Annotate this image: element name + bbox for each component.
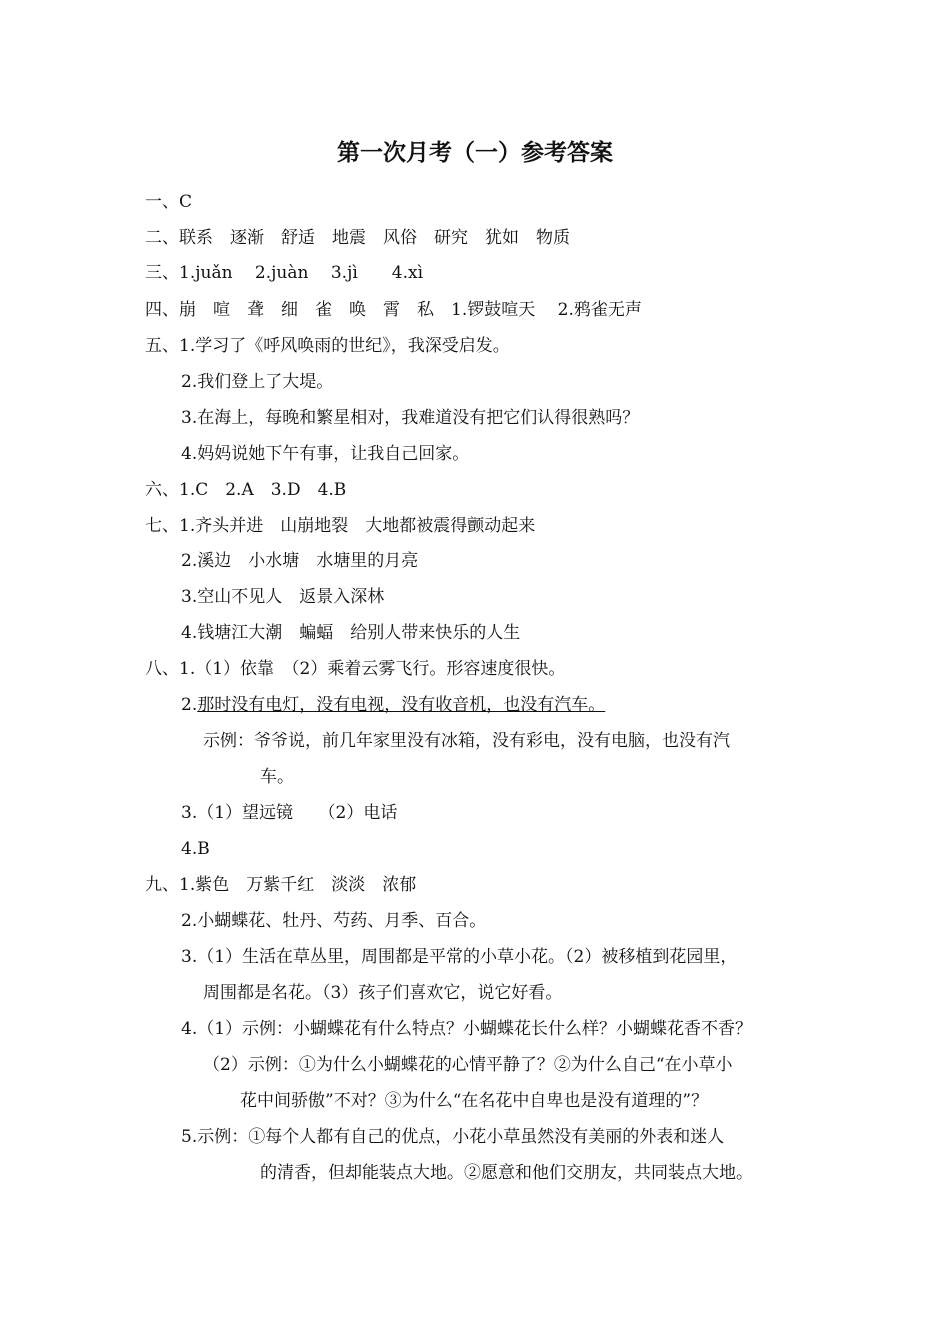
answer-line-8: 八、1.（1）依靠 （2）乘着云雾飞行。形容速度很快。 <box>145 659 566 679</box>
answer-line-8-2-example: 示例：爷爷说，前几年家里没有冰箱，没有彩电，没有电脑，也没有汽 <box>203 731 730 751</box>
answer-line-5-2: 2.我们登上了大堤。 <box>181 372 334 392</box>
answer-line-2: 二、联系 逐渐 舒适 地震 风俗 研究 犹如 物质 <box>145 228 570 248</box>
answer-line-5-3: 3.在海上，每晚和繁星相对，我难道没有把它们认得很熟吗？ <box>181 408 640 428</box>
page-title: 第一次月考（一）参考答案 <box>337 140 613 166</box>
answer-line-9-3: 3.（1）生活在草丛里，周围都是平常的小草小花。（2）被移植到花园里， <box>181 947 738 967</box>
answer-line-6: 六、1.C 2.A 3.D 4.B <box>145 480 347 500</box>
answer-line-5: 五、1.学习了《呼风唤雨的世纪》，我深受启发。 <box>145 336 510 356</box>
answer-line-7-2: 2.溪边 小水塘 水塘里的月亮 <box>181 551 419 571</box>
answer-line-7-4: 4.钱塘江大潮 蝙蝠 给别人带来快乐的人生 <box>181 623 521 643</box>
answer-line-8-2 <box>181 693 605 717</box>
answer-number: 2. <box>181 695 198 715</box>
answer-line-9-5-cont: 的清香，但却能装点大地。②愿意和他们交朋友，共同装点大地。 <box>260 1163 753 1183</box>
answer-line-1: 一、C <box>145 192 193 212</box>
answer-line-7: 七、1.齐头并进 山崩地裂 大地都被震得颤动起来 <box>145 516 536 536</box>
answer-line-9-4: 4.（1）示例：小蝴蝶花有什么特点？小蝴蝶花长什么样？小蝴蝶花香不香？ <box>181 1019 753 1039</box>
answer-line-8-4: 4.B <box>181 839 210 859</box>
answer-line-8-3: 3.（1）望远镜 （2）电话 <box>181 803 398 823</box>
answer-line-9-5: 5.示例：①每个人都有自己的优点，小花小草虽然没有美丽的外表和迷人 <box>181 1127 725 1147</box>
answer-line-9: 九、1.紫色 万紫千红 淡淡 浓郁 <box>145 875 417 895</box>
answer-line-3: 三、1.juǎn 2.juàn 3.jì 4.xì <box>145 263 424 283</box>
answer-line-8-2-example-cont: 车。 <box>260 767 294 787</box>
answer-line-4: 四、崩 喧 聋 细 雀 唤 霄 私 1.锣鼓喧天 2.鸦雀无声 <box>145 300 642 320</box>
answer-line-9-4-2: （2）示例：①为什么小蝴蝶花的心情平静了？②为什么自己“在小草小 <box>203 1055 733 1075</box>
answer-line-9-4-2-cont: 花中间骄傲”不对？③为什么“在名花中自卑也是没有道理的”？ <box>240 1091 709 1111</box>
answer-line-9-3-cont: 周围都是名花。（3）孩子们喜欢它，说它好看。 <box>203 983 563 1003</box>
underlined-sentence: 那时没有电灯，没有电视，没有收音机，也没有汽车。 <box>197 695 606 715</box>
answer-line-9-2: 2.小蝴蝶花、牡丹、芍药、月季、百合。 <box>181 911 487 931</box>
answer-line-5-4: 4.妈妈说她下午有事，让我自己回家。 <box>181 444 470 464</box>
answer-line-7-3: 3.空山不见人 返景入深林 <box>181 587 385 607</box>
